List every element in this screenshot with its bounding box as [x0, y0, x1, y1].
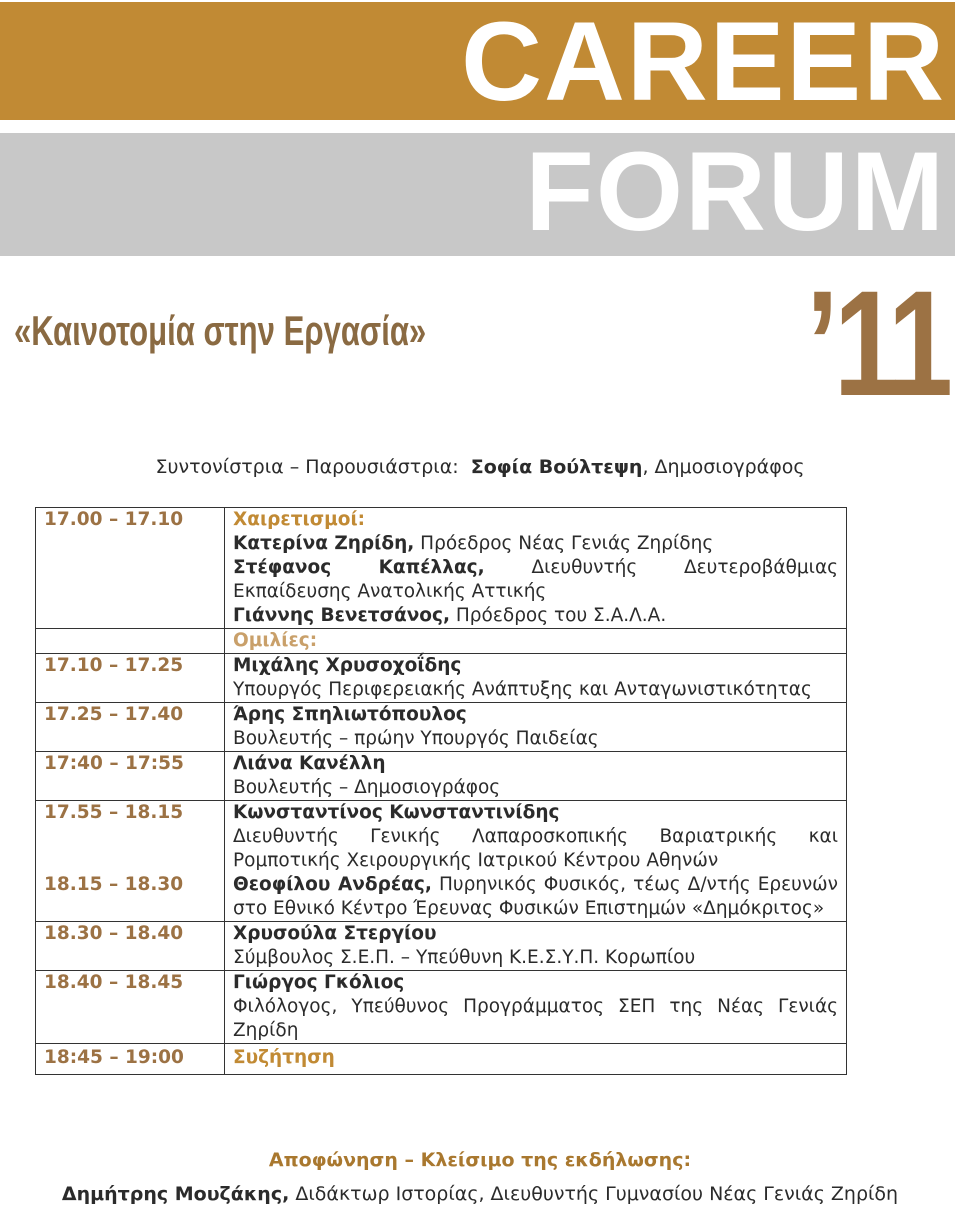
- career-title: CAREER: [461, 0, 946, 124]
- speaker-role-second: Πυρηνικός Φυσικός, τέως Δ/ντής Ερευνών στο Εθνικό Κέντρο Έρευνας Φυσικών Επιστημών «Δημόκριτος»: [233, 874, 838, 919]
- time-slot-second: 18.15 – 18.30: [44, 874, 184, 895]
- speaker-name: Κατερίνα Ζηρίδη,: [233, 533, 415, 554]
- moderator-role: , Δημοσιογράφος: [642, 456, 805, 478]
- speaker-name: Στέφανος Καπέλλας,: [233, 557, 485, 578]
- session-cell: [225, 629, 847, 654]
- moderator-line: [0, 455, 960, 479]
- time-slot: 18:45 – 19:00: [36, 1044, 225, 1075]
- table-row: [36, 922, 847, 971]
- speaker-name: Άρης Σπηλιωτόπουλος: [233, 704, 467, 725]
- session-cell: [225, 654, 847, 703]
- speaker-role: Πρόεδρος Νέας Γενιάς Ζηρίδης: [414, 533, 714, 554]
- session-cell: [225, 801, 847, 922]
- moderator-label: Συντονίστρια – Παρουσιάστρια:: [155, 456, 459, 478]
- session-heading: Χαιρετισμοί:: [233, 509, 366, 530]
- closing-name: Δημήτρης Μουζάκης,: [61, 1183, 290, 1205]
- table-row: [36, 508, 847, 629]
- table-row: [36, 801, 847, 922]
- closing-title: Αποφώνηση – Κλείσιμο της εκδήλωσης:: [268, 1149, 692, 1171]
- time-slot: [36, 629, 225, 654]
- speaker-name-second: Θεοφίλου Ανδρέας,: [233, 874, 432, 895]
- session-cell: [225, 971, 847, 1044]
- table-row: [36, 703, 847, 752]
- session-cell: [225, 1044, 847, 1075]
- session-cell: [225, 922, 847, 971]
- speaker-name: Μιχάλης Χρυσοχοΐδης: [233, 655, 462, 676]
- speaker-role: Διευθυντής Γενικής Λαπαροσκοπικής Βαριατρικής και Ρομποτικής Χειρουργικής Ιατρικού Κέντρου Αθηνών: [233, 826, 838, 871]
- time-slot: 18.40 – 18.45: [36, 971, 225, 1044]
- time-slot: 17.10 – 17.25: [36, 654, 225, 703]
- table-row: [36, 654, 847, 703]
- event-tagline: «Καινοτομία στην Εργασία»: [14, 307, 427, 354]
- speaker-role: Φιλόλογος, Υπεύθυνος Προγράμματος ΣΕΠ της Νέας Γενιάς Ζηρίδη: [233, 996, 838, 1041]
- speaker-line: [233, 873, 838, 921]
- moderator-name: Σοφία Βούλτεψη: [470, 456, 643, 478]
- speaker-line: [233, 532, 838, 556]
- speaker-role: Σύμβουλος Σ.Ε.Π. – Υπεύθυνη Κ.Ε.Σ.Υ.Π. Κορωπίου: [233, 947, 696, 968]
- speaker-name: Γιάννης Βενετσάνος,: [233, 605, 451, 626]
- speaker-role: Υπουργός Περιφερειακής Ανάπτυξης και Ανταγωνιστικότητας: [233, 679, 812, 700]
- table-row: [36, 752, 847, 801]
- time-slot: [36, 801, 225, 922]
- time-slot: 17.25 – 17.40: [36, 703, 225, 752]
- time-slot: 17.00 – 17.10: [36, 508, 225, 629]
- speaker-line: [233, 604, 838, 628]
- time-slot: 18.30 – 18.40: [36, 922, 225, 971]
- speaker-role: Βουλευτής – πρώην Υπουργός Παιδείας: [233, 728, 599, 749]
- program-table: [35, 507, 847, 1075]
- table-row: [36, 971, 847, 1044]
- year-mark: ’11: [805, 259, 948, 427]
- speaker-role: Πρόεδρος του Σ.Α.Λ.Α.: [450, 605, 667, 626]
- time-slot-start: 17.55 – 18.15: [44, 802, 184, 823]
- speaker-role: Βουλευτής – Δημοσιογράφος: [233, 777, 501, 798]
- session-cell: [225, 703, 847, 752]
- speaker-name: Λιάνα Κανέλλη: [233, 753, 386, 774]
- closing-role: Διδάκτωρ Ιστορίας, Διευθυντής Γυμνασίου Νέας Γενιάς Ζηρίδη: [289, 1183, 899, 1205]
- session-cell: [225, 752, 847, 801]
- session-cell: [225, 508, 847, 629]
- session-heading: Συζήτηση: [233, 1047, 335, 1068]
- speaker-line: [233, 556, 838, 604]
- table-row: [36, 629, 847, 654]
- forum-title: FORUM: [525, 129, 946, 254]
- session-heading: Ομιλίες:: [233, 630, 318, 651]
- table-row: [36, 1044, 847, 1075]
- speaker-name: Γιώργος Γκόλιος: [233, 972, 405, 993]
- closing-speaker: [0, 1182, 960, 1206]
- speaker-name: Κωνσταντίνος Κωνσταντινίδης: [233, 802, 560, 823]
- speaker-name: Χρυσούλα Στεργίου: [233, 923, 437, 944]
- speaker-role: Διευθυντής Δευτεροβάθμιας Εκπαίδευσης Ανατολικής Αττικής: [233, 557, 838, 602]
- time-slot: 17:40 – 17:55: [36, 752, 225, 801]
